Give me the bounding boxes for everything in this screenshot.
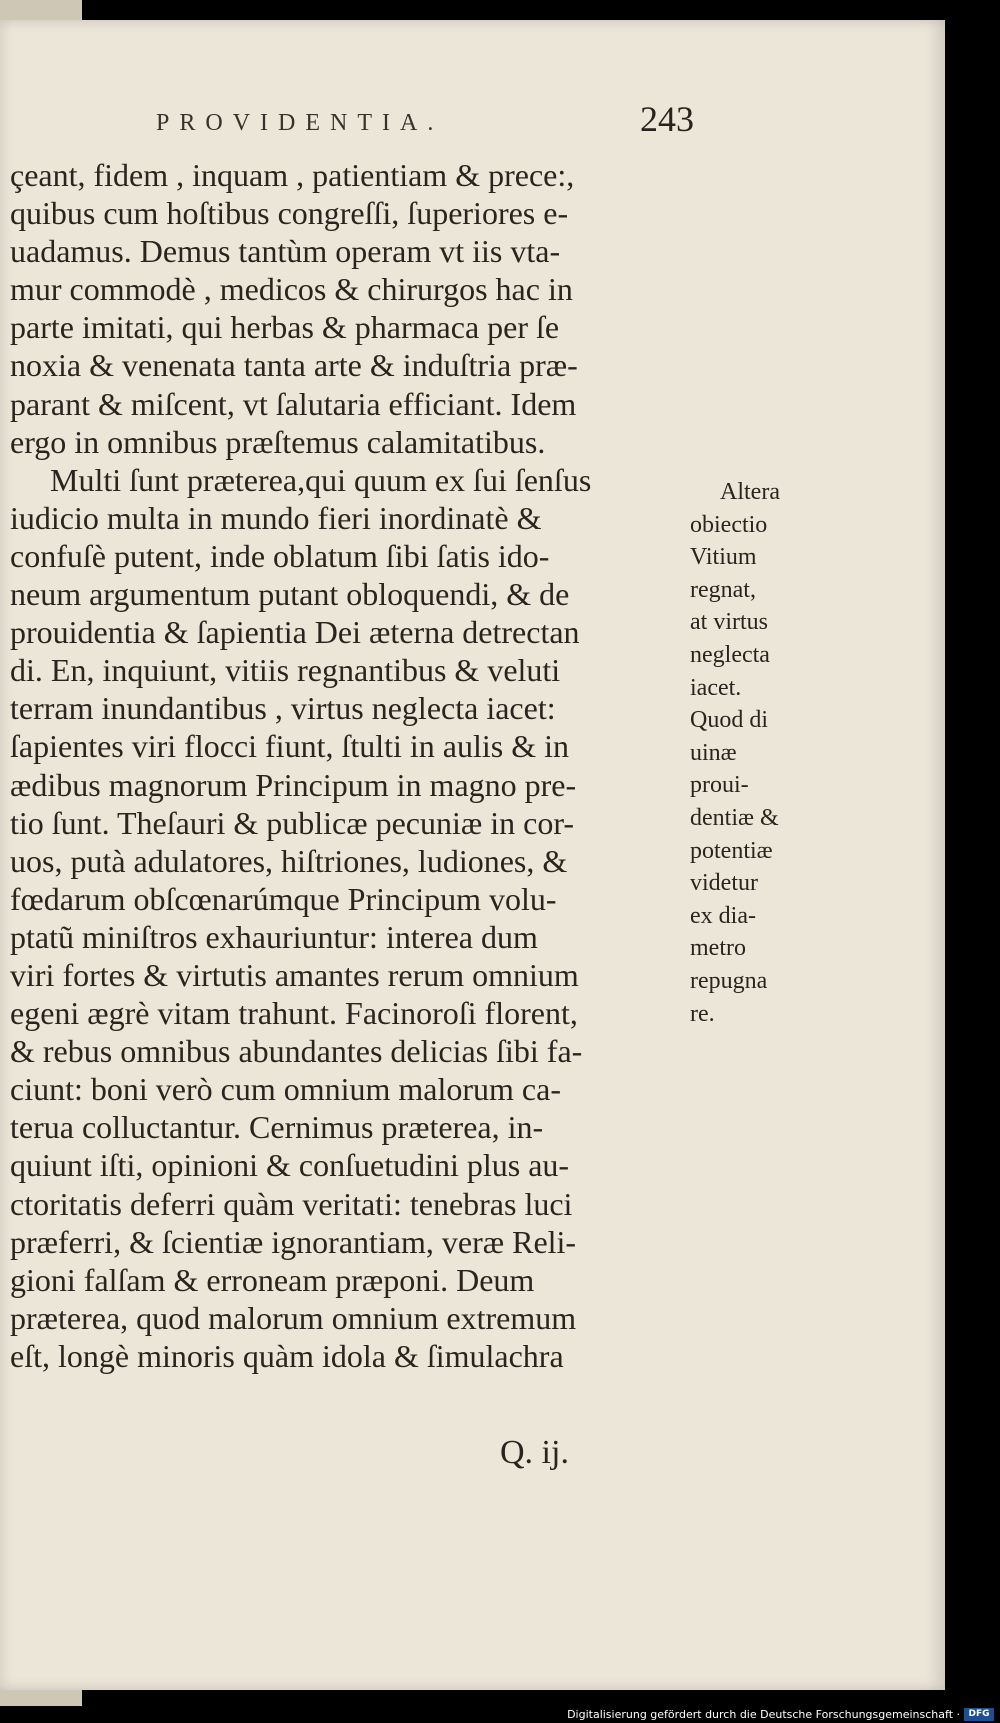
text-line: tio ſunt. Theſauri & publicæ pecuniæ in cor- — [10, 804, 574, 841]
text-line: parant & miſcent, vt ſalutaria efficiant. Idem — [10, 385, 577, 422]
text-line: confuſè putent, inde oblatum ſibi ſatis ido- — [10, 537, 550, 574]
note-line: re. — [690, 1000, 715, 1027]
text-line: parte imitati, qui herbas & pharmaca per ſe — [10, 309, 560, 346]
text-line: fœdarum obſcœnarúmque Principum volu- — [10, 880, 557, 917]
text-line: iudicio multa in mundo fieri inordinatè & — [10, 499, 542, 536]
text-line: ædibus magnorum Principum in magno pre- — [10, 766, 577, 803]
note-line: iacet. — [690, 674, 742, 701]
text-line: uadamus. Demus tantùm operam vt iis vta- — [10, 233, 561, 270]
note-line: videtur — [690, 870, 758, 897]
digitization-footer — [0, 1706, 1000, 1723]
text-line: quiunt iſti, opinioni & conſuetudini plus au- — [10, 1147, 570, 1184]
text-line: di. En, inquiunt, vitiis regnantibus & veluti — [10, 652, 561, 689]
note-line: potentiæ — [690, 837, 773, 864]
signature-mark: Q. ij. — [500, 1434, 569, 1471]
note-line: regnat, — [690, 576, 756, 603]
note-line: neglecta — [690, 641, 770, 668]
note-line: ex dia- — [690, 902, 756, 929]
page-number: 243 — [640, 99, 694, 139]
note-line: Quod di — [690, 707, 768, 734]
dfg-logo: DFG — [964, 1708, 994, 1721]
text-line: uos, putà adulatores, hiſtriones, ludiones, & — [10, 842, 568, 879]
text-line: egeni ægrè vitam trahunt. Facinoroſi florent, — [10, 995, 578, 1032]
note-line: repugna — [690, 967, 768, 994]
text-line: terua colluctantur. Cernimus præterea, in- — [10, 1109, 544, 1146]
footer-credit: Digitalisierung gefördert durch die Deutsche Forschungsgemeinschaft · — [567, 1708, 960, 1721]
text-line: Multi ſunt præterea,qui quum ex ſui ſenſus — [50, 461, 592, 498]
text-line: mur commodè , medicos & chirurgos hac in — [10, 271, 573, 308]
text-line: ciunt: boni verò cum omnium malorum ca- — [10, 1071, 561, 1108]
text-line: neum argumentum putant obloquendi, & de — [10, 576, 570, 613]
text-line: quibus cum hoſtibus congreſſi, ſuperiores e- — [10, 195, 569, 232]
note-line: Altera — [720, 479, 780, 505]
text-line: & rebus omnibus abundantes delicias ſibi fa- — [10, 1033, 583, 1070]
text-line: noxia & venenata tanta arte & induſtria præ- — [10, 347, 578, 384]
text-line: præterea, quod malorum omnium extremum — [10, 1299, 577, 1336]
note-line: obiectio — [690, 511, 768, 538]
note-line: at virtus — [690, 609, 768, 636]
text-line: præferri, & ſcientiæ ignorantiam, veræ Reli- — [10, 1223, 577, 1260]
running-title: PROVIDENTIA. — [156, 110, 444, 136]
text-line: viri fortes & virtutis amantes rerum omnium — [10, 956, 579, 993]
page-header — [0, 92, 945, 142]
note-line: metro — [690, 935, 746, 962]
note-line: dentiæ & — [690, 804, 779, 831]
text-line: eſt, longè minoris quàm idola & ſimulachra — [10, 1337, 564, 1374]
text-line: prouidentia & ſapientia Dei æterna detrectan — [10, 614, 580, 651]
note-line: proui- — [690, 772, 749, 799]
text-line: ctoritatis deferri quàm veritati: tenebras luci — [10, 1185, 573, 1222]
text-line: gioni falſam & erroneam præponi. Deum — [10, 1261, 535, 1298]
note-line: uinæ — [690, 739, 737, 766]
text-line: terram inundantibus , virtus neglecta iacet: — [10, 690, 556, 727]
text-line: çeant, fidem , inquam , patientiam & prece:, — [10, 157, 575, 193]
note-line: Vitium — [690, 544, 757, 571]
marginal-note — [690, 476, 820, 1030]
main-text-block — [10, 156, 685, 1375]
text-line: ergo in omnibus præſtemus calamitatibus. — [10, 423, 546, 460]
text-line: ſapientes viri flocci fiunt, ſtulti in aulis & in — [10, 728, 570, 765]
text-line: ptatũ miniſtros exhauriuntur: interea dum — [10, 918, 538, 955]
